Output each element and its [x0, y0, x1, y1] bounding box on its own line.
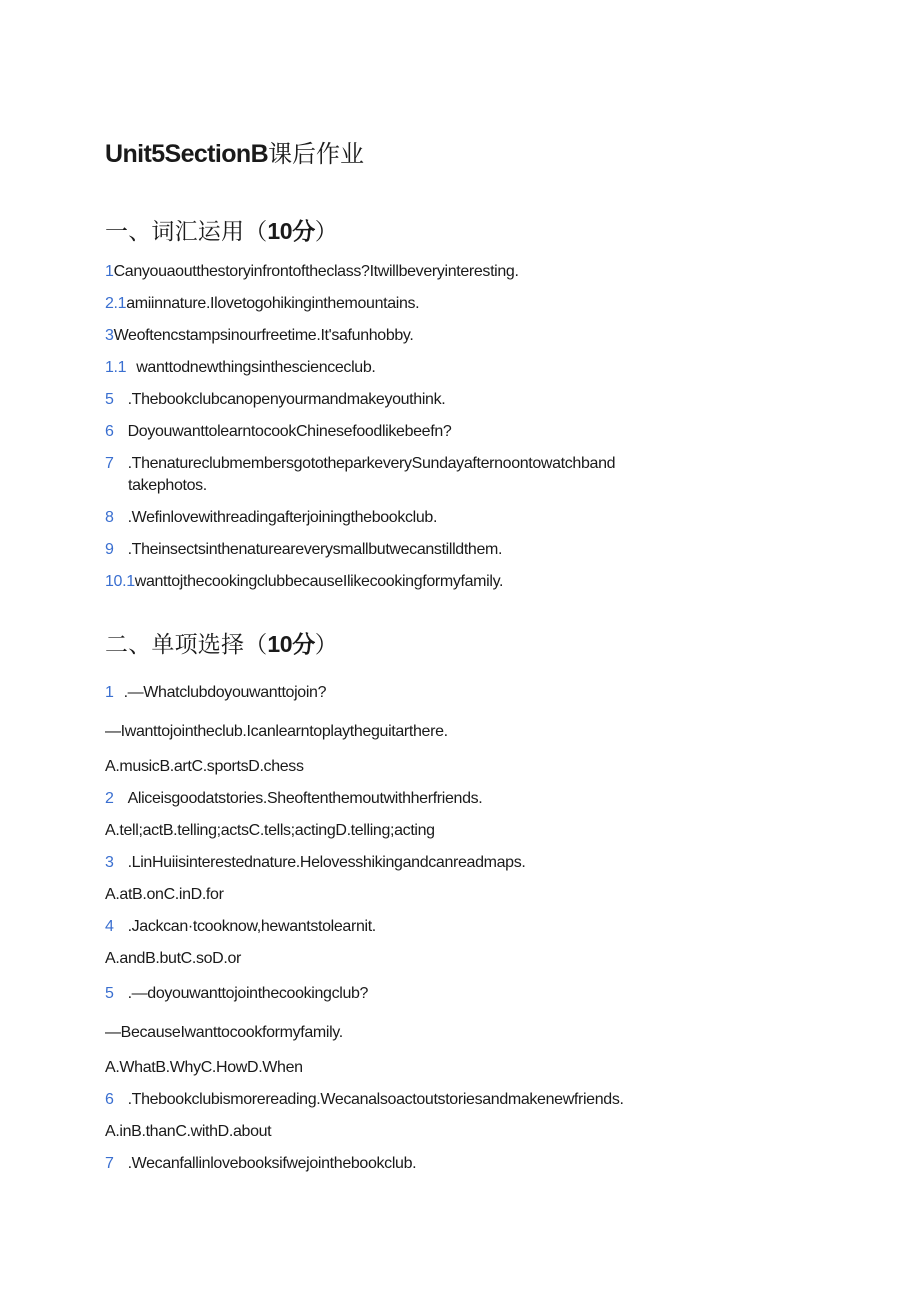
- mc-question-6-options: A.inB.thanC.withD.about: [105, 1123, 272, 1140]
- vocab-item-7-continuation: takephotos.: [128, 477, 207, 494]
- mc-question-2-options: A.tell;actB.telling;actsC.tells;actingD.telling;acting: [105, 822, 435, 839]
- title-main: Unit5SectionB: [105, 140, 269, 168]
- mc-question-1-options: A.musicB.artC.sportsD.chess: [105, 758, 304, 775]
- vocab-item-6: 6 DoyouwanttolearntocookChinesefoodlikebeefn?: [105, 423, 452, 440]
- vocab-item-5: 5 .Thebookclubcanopenyourmandmakeyouthink.: [105, 391, 446, 408]
- vocab-item-8: 8 .Wefinlovewithreadingafterjoiningthebookclub.: [105, 509, 438, 526]
- mc-question-1: 1 .—Whatclubdoyouwanttojoin?: [105, 684, 327, 701]
- mc-question-2: 2 Aliceisgoodatstories.Sheoftenthemoutwithherfriends.: [105, 790, 483, 807]
- vocab-item-7: 7 .ThenatureclubmembersgototheparkeverySundayafternoontowatchband: [105, 455, 616, 472]
- vocab-item-2: 2.1amiinnature.Ilovetogohikinginthemountains.: [105, 295, 420, 312]
- mc-question-4: 4 .Jackcan·tcooknow,hewantstolearnit.: [105, 918, 376, 935]
- mc-question-3: 3 .LinHuiisinterestednature.Helovesshikingandcanreadmaps.: [105, 854, 526, 871]
- section-heading-multiple-choice: 二、单项选择（10分）: [105, 631, 338, 657]
- mc-question-5-reply: —BecauseIwanttocookformyfamily.: [105, 1024, 343, 1041]
- mc-question-5-options: A.WhatB.WhyC.HowD.When: [105, 1059, 303, 1076]
- mc-question-5: 5 .—doyouwanttojointhecookingclub?: [105, 985, 369, 1002]
- section-heading-vocabulary: 一、词汇运用（10分）: [105, 218, 338, 244]
- vocab-item-1: 1Canyouaoutthestoryinfrontoftheclass?Itwillbeveryinteresting.: [105, 263, 519, 280]
- vocab-item-9: 9 .Theinsectsinthenatureareverysmallbutwecanstilldthem.: [105, 541, 503, 558]
- mc-question-3-options: A.atB.onC.inD.for: [105, 886, 224, 903]
- vocab-item-3: 3Weoftencstampsinourfreetime.It'safunhobby.: [105, 327, 414, 344]
- page-title: [105, 134, 364, 169]
- title-cn: 课后作业: [268, 141, 365, 168]
- mc-question-1-reply: —Iwanttojointheclub.Icanlearntoplaytheguitarthere.: [105, 723, 448, 740]
- mc-question-6: 6 .Thebookclubismorereading.Wecanalsoactoutstoriesandmakenewfriends.: [105, 1091, 624, 1108]
- mc-question-4-options: A.andB.butC.soD.or: [105, 950, 241, 967]
- vocab-item-10: 10.1wanttojthecookingclubbecauseIlikecookingformyfamily.: [105, 573, 504, 590]
- mc-question-7: 7 .Wecanfallinlovebooksifwejointhebookclub.: [105, 1155, 417, 1172]
- vocab-item-4: 1.1 wanttodnewthingsinthescienceclub.: [105, 359, 376, 376]
